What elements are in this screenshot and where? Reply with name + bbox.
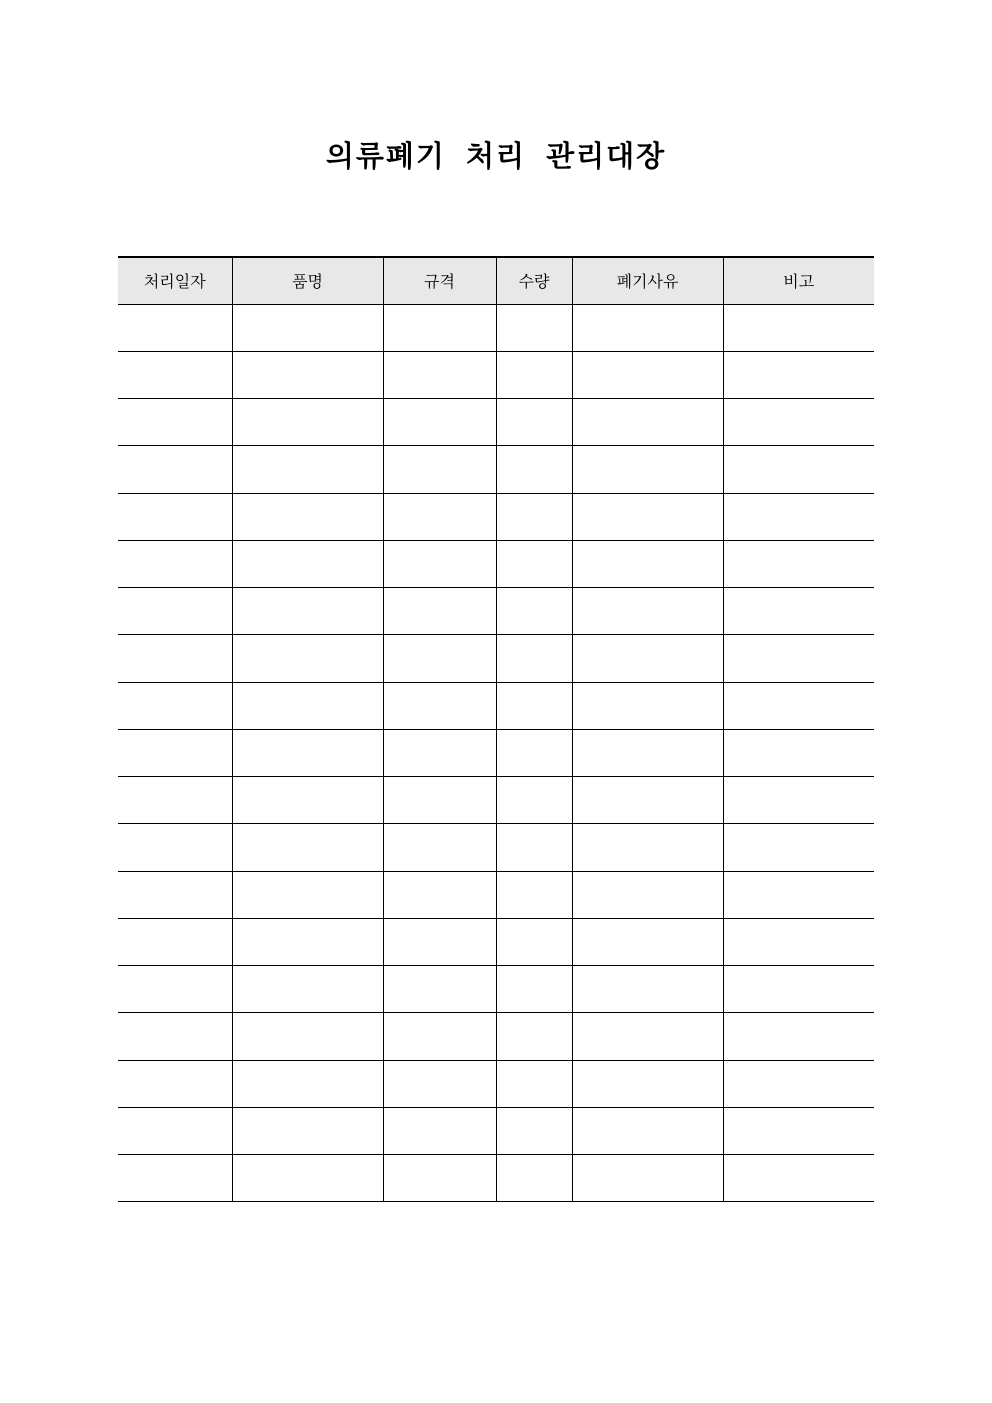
cell-spec[interactable] (383, 824, 496, 871)
cell-spec[interactable] (383, 966, 496, 1013)
cell-spec[interactable] (383, 351, 496, 398)
cell-item-name[interactable] (232, 1155, 383, 1202)
table-row (118, 777, 874, 824)
cell-spec[interactable] (383, 1107, 496, 1154)
cell-item-name[interactable] (232, 682, 383, 729)
table-row (118, 824, 874, 871)
cell-spec[interactable] (383, 682, 496, 729)
table-row (118, 871, 874, 918)
cell-quantity[interactable] (496, 493, 572, 540)
cell-date[interactable] (118, 588, 232, 635)
cell-remarks[interactable] (723, 824, 874, 871)
cell-date[interactable] (118, 1107, 232, 1154)
table-row (118, 1060, 874, 1107)
header-row (118, 257, 874, 304)
cell-item-name[interactable] (232, 446, 383, 493)
cell-item-name[interactable] (232, 493, 383, 540)
cell-remarks[interactable] (723, 635, 874, 682)
header-quantity: 수량 (496, 257, 572, 304)
cell-item-name[interactable] (232, 635, 383, 682)
cell-item-name[interactable] (232, 540, 383, 587)
cell-date[interactable] (118, 871, 232, 918)
disposal-log-table (118, 256, 874, 1202)
cell-item-name[interactable] (232, 729, 383, 776)
cell-spec[interactable] (383, 871, 496, 918)
cell-reason[interactable] (572, 777, 723, 824)
cell-quantity[interactable] (496, 682, 572, 729)
cell-item-name[interactable] (232, 918, 383, 965)
cell-spec[interactable] (383, 635, 496, 682)
cell-reason[interactable] (572, 1107, 723, 1154)
header-spec: 규격 (383, 257, 496, 304)
table-row (118, 635, 874, 682)
table-body (118, 304, 874, 1202)
table-row (118, 540, 874, 587)
cell-quantity[interactable] (496, 1155, 572, 1202)
table-row (118, 1155, 874, 1202)
cell-reason[interactable] (572, 966, 723, 1013)
cell-reason[interactable] (572, 446, 723, 493)
cell-remarks[interactable] (723, 540, 874, 587)
cell-quantity[interactable] (496, 1060, 572, 1107)
cell-remarks[interactable] (723, 351, 874, 398)
cell-item-name[interactable] (232, 871, 383, 918)
cell-item-name[interactable] (232, 1107, 383, 1154)
page-title: 의류폐기 처리 관리대장 (325, 139, 667, 173)
table-row (118, 682, 874, 729)
cell-item-name[interactable] (232, 824, 383, 871)
cell-reason[interactable] (572, 399, 723, 446)
cell-reason[interactable] (572, 540, 723, 587)
cell-date[interactable] (118, 540, 232, 587)
cell-spec[interactable] (383, 588, 496, 635)
cell-reason[interactable] (572, 1060, 723, 1107)
cell-remarks[interactable] (723, 304, 874, 351)
cell-date[interactable] (118, 729, 232, 776)
cell-remarks[interactable] (723, 1060, 874, 1107)
cell-quantity[interactable] (496, 351, 572, 398)
header-item-name: 품명 (232, 257, 383, 304)
table-row (118, 1013, 874, 1060)
cell-date[interactable] (118, 682, 232, 729)
cell-quantity[interactable] (496, 918, 572, 965)
cell-quantity[interactable] (496, 824, 572, 871)
cell-quantity[interactable] (496, 304, 572, 351)
cell-reason[interactable] (572, 588, 723, 635)
cell-remarks[interactable] (723, 588, 874, 635)
cell-quantity[interactable] (496, 635, 572, 682)
cell-item-name[interactable] (232, 777, 383, 824)
cell-remarks[interactable] (723, 1013, 874, 1060)
cell-date[interactable] (118, 351, 232, 398)
cell-spec[interactable] (383, 1155, 496, 1202)
table-row (118, 966, 874, 1013)
cell-quantity[interactable] (496, 1013, 572, 1060)
cell-reason[interactable] (572, 729, 723, 776)
cell-spec[interactable] (383, 1060, 496, 1107)
cell-date[interactable] (118, 493, 232, 540)
header-remarks: 비고 (723, 257, 874, 304)
cell-reason[interactable] (572, 635, 723, 682)
cell-item-name[interactable] (232, 1013, 383, 1060)
cell-remarks[interactable] (723, 446, 874, 493)
cell-date[interactable] (118, 1060, 232, 1107)
cell-reason[interactable] (572, 351, 723, 398)
table-row (118, 918, 874, 965)
cell-spec[interactable] (383, 1013, 496, 1060)
cell-quantity[interactable] (496, 871, 572, 918)
cell-remarks[interactable] (723, 493, 874, 540)
cell-quantity[interactable] (496, 729, 572, 776)
table-row (118, 588, 874, 635)
cell-remarks[interactable] (723, 682, 874, 729)
cell-remarks[interactable] (723, 399, 874, 446)
cell-item-name[interactable] (232, 399, 383, 446)
cell-quantity[interactable] (496, 446, 572, 493)
cell-quantity[interactable] (496, 1107, 572, 1154)
table-row (118, 351, 874, 398)
cell-reason[interactable] (572, 493, 723, 540)
cell-quantity[interactable] (496, 588, 572, 635)
cell-quantity[interactable] (496, 399, 572, 446)
cell-date[interactable] (118, 399, 232, 446)
table-row (118, 1107, 874, 1154)
cell-spec[interactable] (383, 399, 496, 446)
cell-date[interactable] (118, 1013, 232, 1060)
cell-reason[interactable] (572, 824, 723, 871)
cell-date[interactable] (118, 966, 232, 1013)
cell-remarks[interactable] (723, 729, 874, 776)
cell-reason[interactable] (572, 871, 723, 918)
cell-remarks[interactable] (723, 777, 874, 824)
cell-reason[interactable] (572, 1013, 723, 1060)
table-row (118, 729, 874, 776)
cell-quantity[interactable] (496, 540, 572, 587)
cell-item-name[interactable] (232, 351, 383, 398)
cell-spec[interactable] (383, 777, 496, 824)
cell-quantity[interactable] (496, 777, 572, 824)
table-row (118, 304, 874, 351)
cell-spec[interactable] (383, 540, 496, 587)
cell-date[interactable] (118, 918, 232, 965)
cell-item-name[interactable] (232, 1060, 383, 1107)
cell-spec[interactable] (383, 493, 496, 540)
cell-quantity[interactable] (496, 966, 572, 1013)
cell-date[interactable] (118, 1155, 232, 1202)
cell-reason[interactable] (572, 304, 723, 351)
cell-remarks[interactable] (723, 966, 874, 1013)
cell-spec[interactable] (383, 304, 496, 351)
cell-date[interactable] (118, 304, 232, 351)
table-row (118, 446, 874, 493)
table-row (118, 399, 874, 446)
cell-reason[interactable] (572, 918, 723, 965)
cell-spec[interactable] (383, 729, 496, 776)
cell-date[interactable] (118, 446, 232, 493)
cell-item-name[interactable] (232, 966, 383, 1013)
table-row (118, 493, 874, 540)
header-date: 처리일자 (118, 257, 232, 304)
cell-reason[interactable] (572, 682, 723, 729)
cell-item-name[interactable] (232, 588, 383, 635)
cell-remarks[interactable] (723, 871, 874, 918)
cell-spec[interactable] (383, 446, 496, 493)
header-reason: 폐기사유 (572, 257, 723, 304)
cell-reason[interactable] (572, 1155, 723, 1202)
cell-date[interactable] (118, 635, 232, 682)
cell-spec[interactable] (383, 918, 496, 965)
cell-remarks[interactable] (723, 1107, 874, 1154)
cell-item-name[interactable] (232, 304, 383, 351)
cell-remarks[interactable] (723, 918, 874, 965)
cell-date[interactable] (118, 777, 232, 824)
cell-remarks[interactable] (723, 1155, 874, 1202)
cell-date[interactable] (118, 824, 232, 871)
